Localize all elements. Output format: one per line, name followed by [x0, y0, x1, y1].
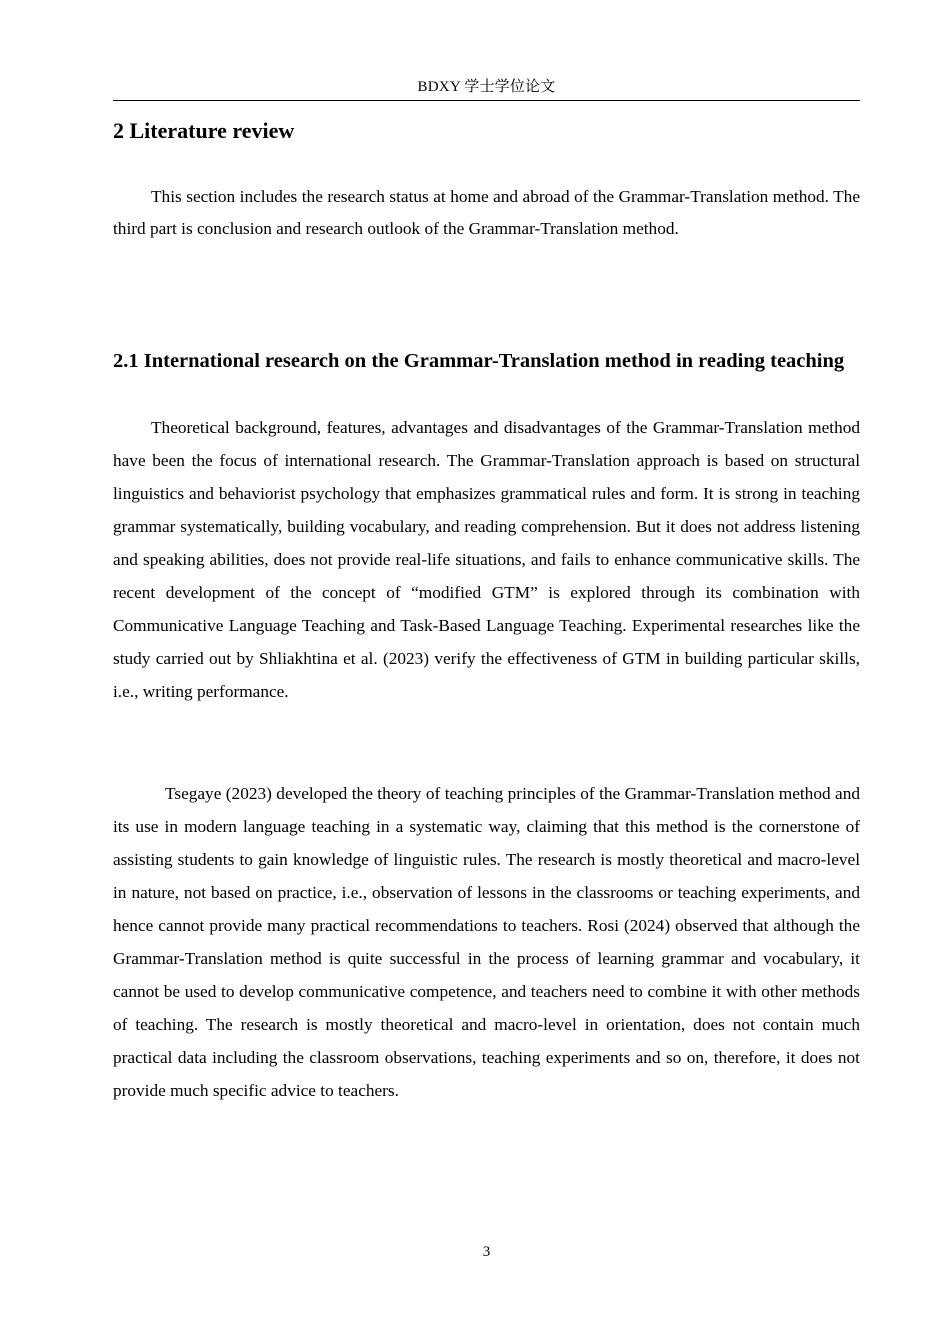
chapter-title: 2 Literature review [113, 118, 295, 143]
running-header: BDXY 学士学位论文 [417, 79, 556, 95]
section-title: 2.1 International research on the Grammar-Translation method in reading teaching [113, 350, 845, 372]
chapter-intro-paragraph: This section includes the research status at home and abroad of the Grammar-Translation method. The third part is conclusion and research outlook of the Grammar-Translation method. [113, 187, 860, 238]
page-number: 3 [482, 1244, 491, 1260]
header-rule [113, 100, 860, 101]
body-paragraph: Tsegaye (2023) developed the theory of teaching principles of the Grammar-Translation method and its use in modern language teaching in a systematic way, claiming that this method is the cornerstone of assisting students to gain knowledge of linguistic rules. The research is mostly theoretical and macro-level in nature, not based on practice, i.e., observation of lessons in the classrooms or teaching experiments, and hence cannot provide many practical recommendations to teachers. Rosi (2024) observed that although the Grammar-Translation method is quite successful in the process of learning grammar and vocabulary, it cannot be used to develop communicative competence, and teachers need to combine it with other methods of teaching. The research is mostly theoretical and macro-level in orientation, does not contain much practical data including the classroom observations, teaching experiments and so on, therefore, it does not provide much specific advice to teachers. [113, 784, 860, 1100]
body-paragraph: Theoretical background, features, advantages and disadvantages of the Grammar-Translation method have been the focus of international research. The Grammar-Translation approach is based on structural linguistics and behaviorist psychology that emphasizes grammatical rules and form. It is strong in teaching grammar systematically, building vocabulary, and reading comprehension. But it does not address listening and speaking abilities, does not provide real-life situations, and fails to enhance communicative skills. The recent development of the concept of “modified GTM” is explored through its combination with Communicative Language Teaching and Task-Based Language Teaching. Experimental researches like the study carried out by Shliakhtina et al. (2023) verify the effectiveness of GTM in building particular skills, i.e., writing performance. [113, 418, 860, 701]
